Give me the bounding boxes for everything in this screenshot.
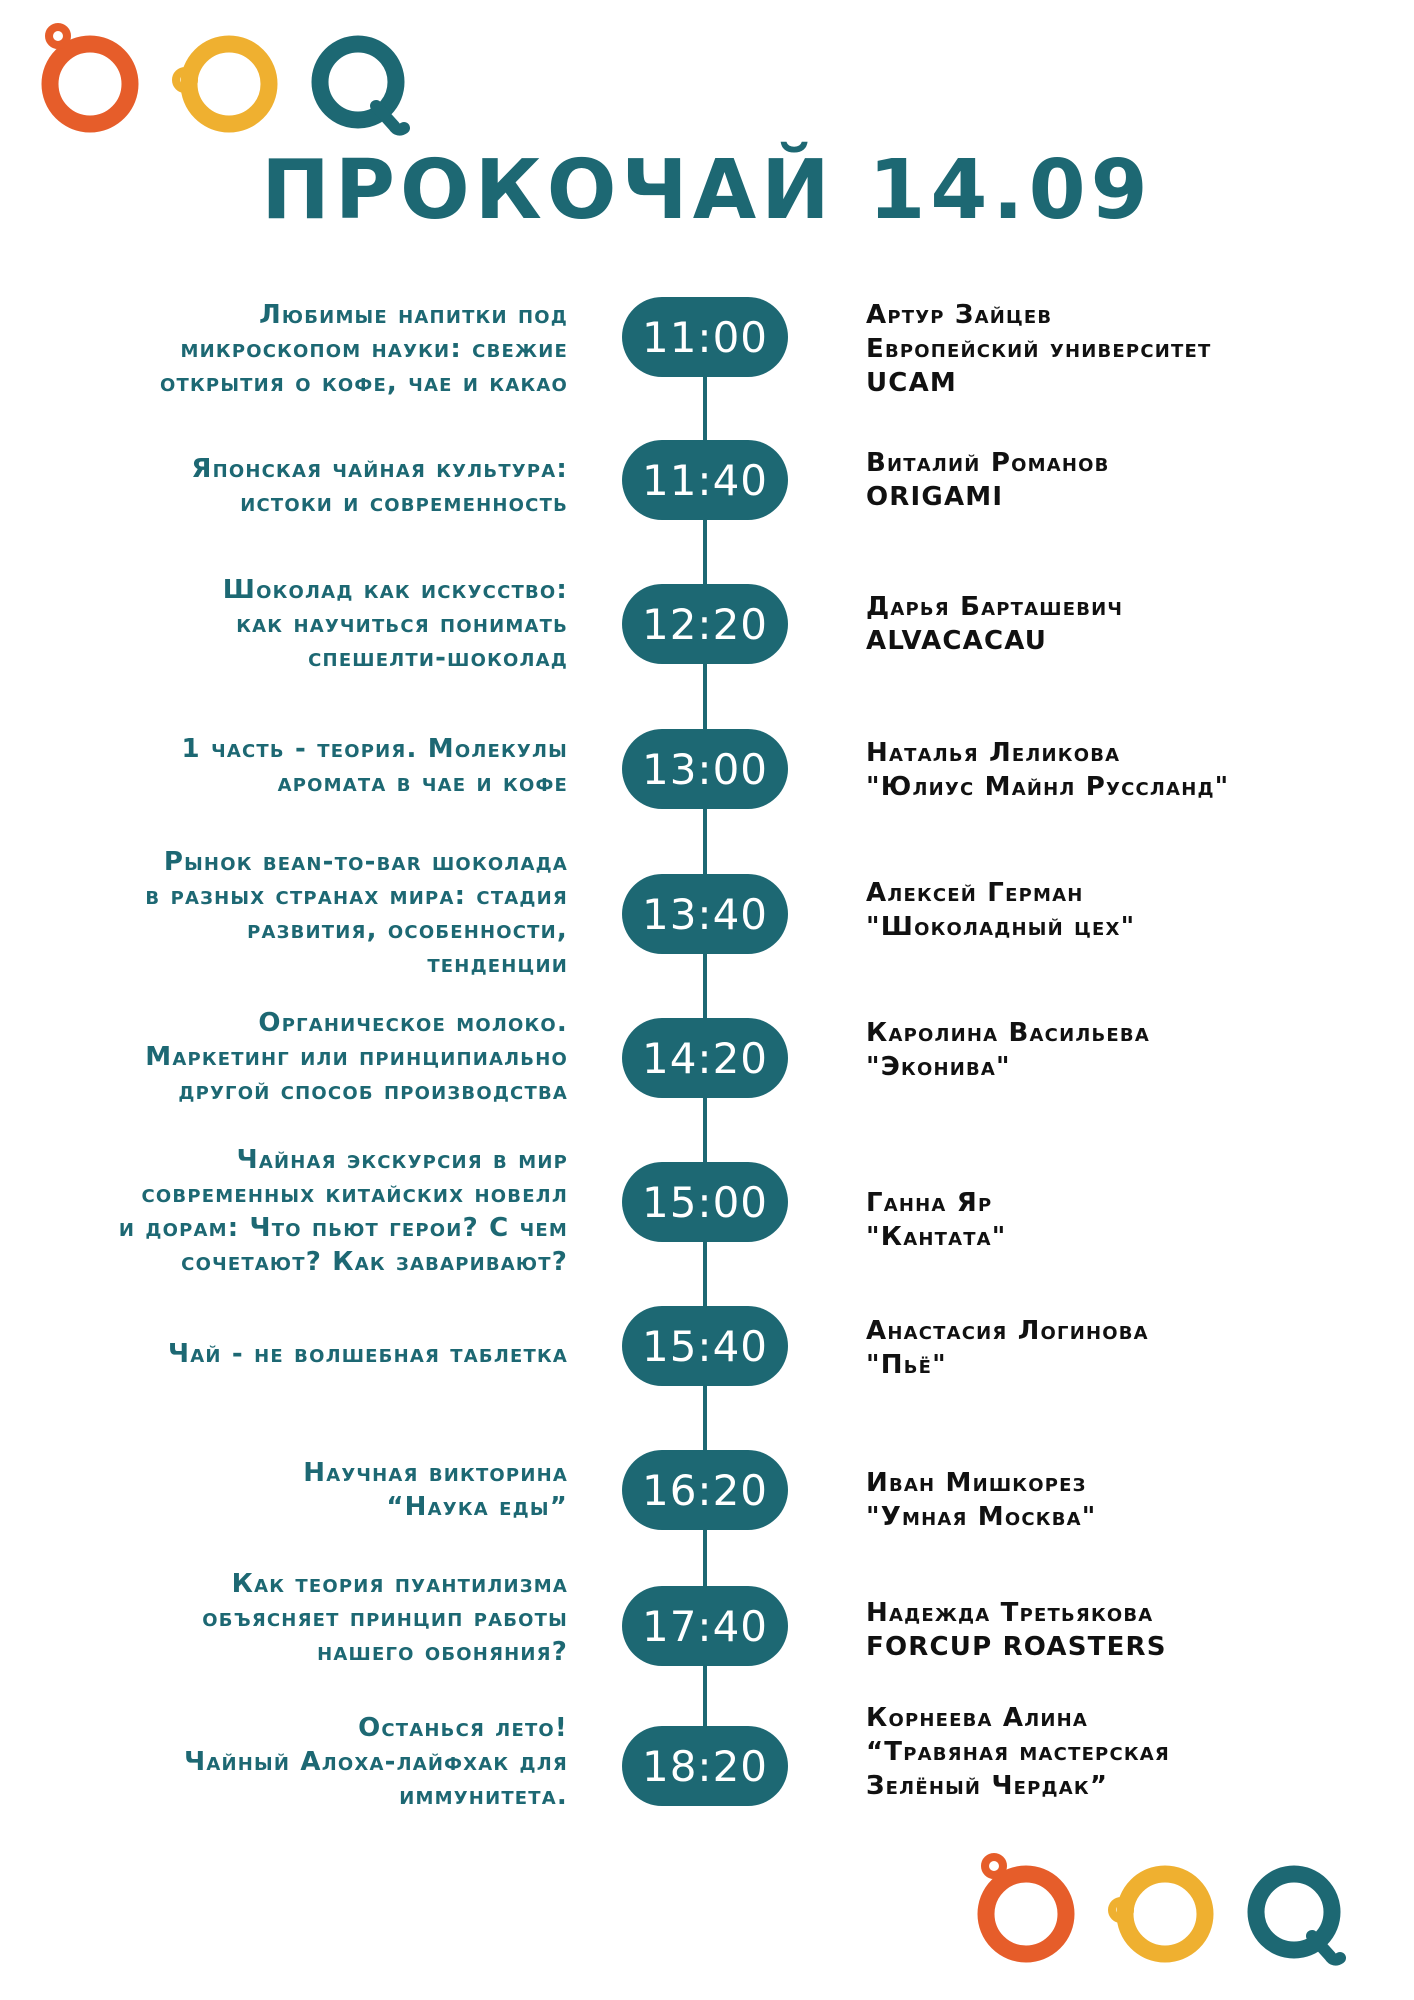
orange-cup-icon: [49, 27, 130, 124]
speaker-info: Надежда Третьякова FORCUP ROASTERS: [866, 1598, 1167, 1662]
talk-topic: 1 часть - теория. Молекулы аромата в чае и кофе: [181, 734, 568, 798]
time-badge: 13:00: [622, 729, 788, 809]
time-badge: 13:40: [622, 874, 788, 954]
speaker-info: Ганна Яр "Кантата": [866, 1188, 1007, 1252]
talk-topic: Останься лето! Чайный Алоха-лайфхак для иммунитета.: [184, 1713, 568, 1811]
speaker-info: Анастасия Логинова "Пьё": [866, 1316, 1149, 1380]
talk-topic: Рынок bean-to-bar шоколада в разных странах мира: стадия развития, особенности, тенденции: [145, 847, 568, 979]
time-badge: 16:20: [622, 1450, 788, 1530]
talk-topic: Чай - не волшебная таблетка: [168, 1339, 568, 1369]
teal-q-icon: [320, 44, 404, 130]
time-badge: 15:00: [622, 1162, 788, 1242]
speaker-info: Виталий Романов ORIGAMI: [866, 448, 1110, 512]
speaker-info: Каролина Васильева "Эконива": [866, 1018, 1150, 1082]
time-badge: 14:20: [622, 1018, 788, 1098]
talk-topic: Японская чайная культура: истоки и современность: [191, 454, 568, 518]
page-title: ПРОКОЧАЙ 14.09: [261, 143, 1153, 238]
orange-cup-icon: [985, 1857, 1066, 1954]
speaker-info: Дарья Барташевич ALVACACAU: [866, 592, 1124, 656]
ooq-logo-bottom: [972, 1852, 1352, 1968]
speaker-info: Наталья Леликова "Юлиус Майнл Руссланд": [866, 738, 1230, 802]
speaker-info: Артур Зайцев Европейский университет UCAM: [866, 300, 1212, 398]
time-badge: 18:20: [622, 1726, 788, 1806]
time-badge: 11:40: [622, 440, 788, 520]
ooq-logo-top: [36, 22, 416, 138]
time-badge: 11:00: [622, 297, 788, 377]
talk-topic: Научная викторина “Наука еды”: [303, 1458, 568, 1522]
speaker-info: Корнеева Алина “Травяная мастерская Зелёный Чердак”: [866, 1703, 1170, 1801]
talk-topic: Шоколад как искусство: как научиться понимать спешелти-шоколад: [222, 575, 568, 673]
teal-q-icon: [1256, 1874, 1340, 1960]
yellow-cup-icon: [1112, 1874, 1205, 1954]
time-badge: 12:20: [622, 584, 788, 664]
speaker-info: Алексей Герман "Шоколадный цех": [866, 878, 1136, 942]
speaker-info: Иван Мишкорез "Умная Москва": [866, 1468, 1097, 1532]
talk-topic: Любимые напитки под микроскопом науки: свежие открытия о кофе, чае и какао: [160, 300, 568, 398]
talk-topic: Органическое молоко. Маркетинг или принципиально другой способ производства: [145, 1008, 568, 1106]
time-badge: 17:40: [622, 1586, 788, 1666]
yellow-cup-icon: [176, 44, 269, 124]
talk-topic: Как теория пуантилизма объясняет принцип работы нашего обоняния?: [202, 1569, 568, 1667]
time-badge: 15:40: [622, 1306, 788, 1386]
talk-topic: Чайная экскурсия в мир современных китайских новелл и дорам: Что пьют герои? С чем сочетают? Как заваривают?: [118, 1145, 568, 1277]
